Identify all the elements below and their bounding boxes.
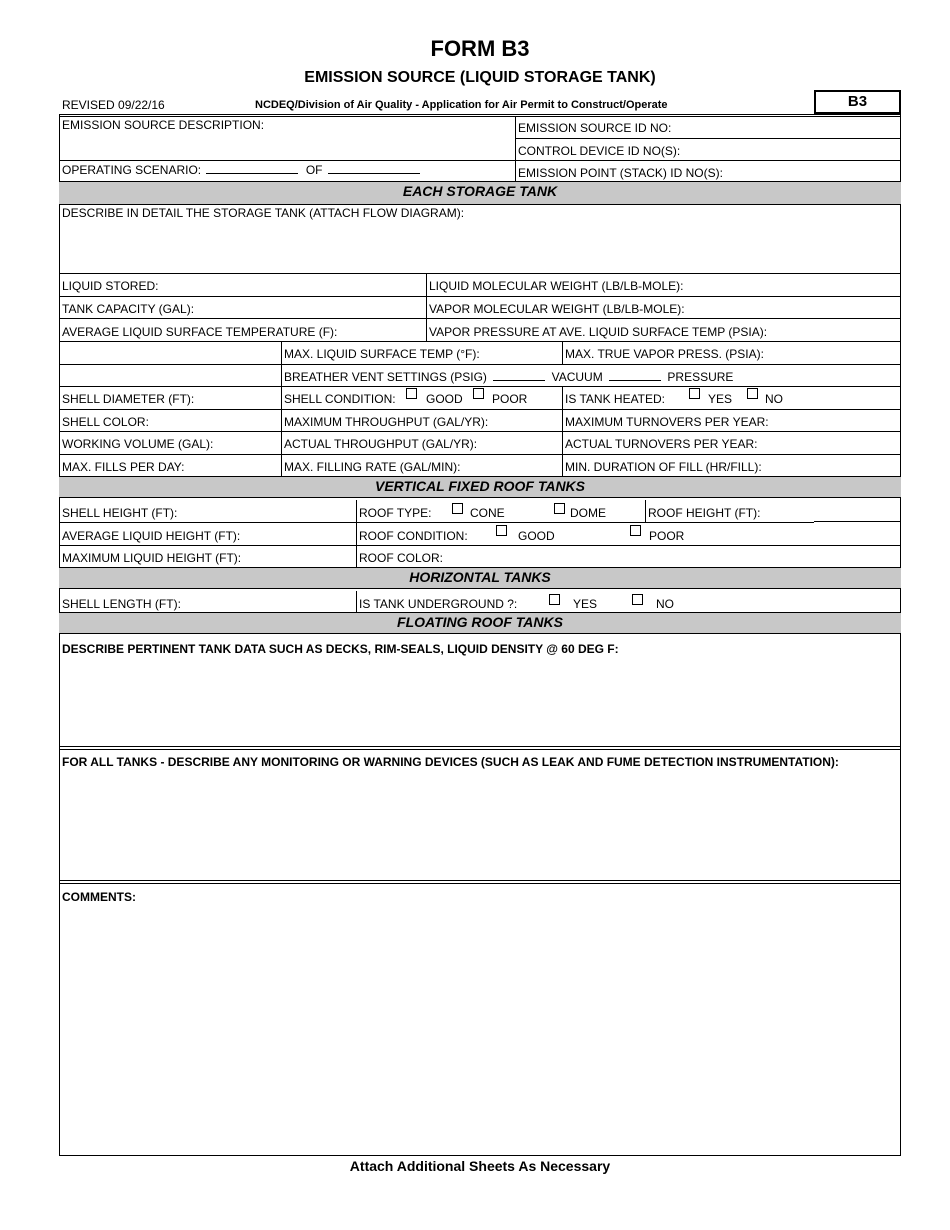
roof-condition-poor-checkbox[interactable] [630,525,641,536]
operating-scenario-blank[interactable] [206,163,298,174]
section-title: EACH STORAGE TANK [402,183,558,199]
of-label: OF [305,163,323,177]
shell-condition-good-checkbox[interactable] [406,388,417,399]
underground-yes-label: YES [573,597,598,611]
roof-type-dome-label: DOME [570,506,606,520]
vacuum-label: VACUUM [551,370,603,384]
divider [59,431,901,432]
min-duration-of-fill-label: MIN. DURATION OF FILL (HR/FILL): [565,460,762,474]
roof-color-label: ROOF COLOR: [359,551,444,565]
shell-color-label: SHELL COLOR: [62,415,149,429]
divider [515,138,901,139]
shell-condition-good-label: GOOD [426,392,463,406]
divider [59,341,901,342]
divider [356,591,357,613]
breather-vent-field[interactable] [284,370,733,384]
describe-tank-label: DESCRIBE IN DETAIL THE STORAGE TANK (ATTACH FLOW DIAGRAM): [62,206,465,220]
divider [645,500,646,522]
divider [59,386,901,387]
tank-heated-no-label: NO [765,392,783,406]
roof-height-blank[interactable] [814,521,901,522]
divider [59,545,901,546]
divider [59,749,901,750]
underground-no-checkbox[interactable] [632,594,643,605]
roof-condition-poor-label: POOR [649,529,685,543]
underground-yes-checkbox[interactable] [549,594,560,605]
tank-heated-yes-checkbox[interactable] [689,388,700,399]
working-volume-label: WORKING VOLUME (GAL): [62,437,214,451]
max-liquid-surface-temp-label: MAX. LIQUID SURFACE TEMP (°F): [284,347,480,361]
roof-condition-good-checkbox[interactable] [496,525,507,536]
vacuum-blank[interactable] [493,370,545,381]
section-title: FLOATING ROOF TANKS [397,614,563,630]
max-filling-rate-label: MAX. FILLING RATE (GAL/MIN): [284,460,461,474]
roof-condition-good-label: GOOD [518,529,555,543]
divider [59,318,901,319]
operating-scenario-label: OPERATING SCENARIO: [62,163,202,177]
divider [59,454,901,455]
tank-capacity-label: TANK CAPACITY (GAL): [62,302,195,316]
operating-scenario-field[interactable] [62,163,420,177]
average-liquid-height-label: AVERAGE LIQUID HEIGHT (FT): [62,529,241,543]
divider [562,341,563,364]
divider [59,160,901,161]
floating-roof-describe-area[interactable] [60,658,900,746]
form-title: FORM B3 [430,36,530,61]
roof-type-cone-label: CONE [470,506,505,520]
section-floating-roof-tanks [59,612,901,634]
vapor-pressure-label: VAPOR PRESSURE AT AVE. LIQUID SURFACE TEMP (PSIA): [429,325,768,339]
roof-type-label: ROOF TYPE: [359,506,432,520]
divider [59,522,814,523]
shell-diameter-label: SHELL DIAMETER (FT): [62,392,195,406]
shell-condition-poor-label: POOR [492,392,528,406]
max-true-vapor-pressure-label: MAX. TRUE VAPOR PRESS. (PSIA): [565,347,764,361]
average-liquid-temperature-label: AVERAGE LIQUID SURFACE TEMPERATURE (F): [62,325,338,339]
pressure-blank[interactable] [609,370,661,381]
divider [59,296,901,297]
roof-type-dome-checkbox[interactable] [554,503,565,514]
shell-condition-poor-checkbox[interactable] [473,388,484,399]
shell-length-label: SHELL LENGTH (FT): [62,597,181,611]
monitoring-devices-area[interactable] [60,772,900,880]
breather-vent-label: BREATHER VENT SETTINGS (PSIG) [284,370,487,384]
maximum-throughput-label: MAXIMUM THROUGHPUT (GAL/YR): [284,415,489,429]
liquid-stored-label: LIQUID STORED: [62,279,159,293]
section-title: HORIZONTAL TANKS [409,569,551,585]
divider [426,273,427,341]
divider [59,880,901,881]
divider [356,500,357,567]
monitoring-devices-label: FOR ALL TANKS - DESCRIBE ANY MONITORING OR WARNING DEVICES (SUCH AS LEAK AND FUME DETECTION INSTRUMENTATION): [62,755,839,769]
roof-condition-label: ROOF CONDITION: [359,529,468,543]
tank-heated-no-checkbox[interactable] [747,388,758,399]
agency-line: NCDEQ/Division of Air Quality - Application for Air Permit to Construct/Operate [255,99,668,111]
actual-throughput-label: ACTUAL THROUGHPUT (GAL/YR): [284,437,478,451]
emission-point-id-label: EMISSION POINT (STACK) ID NO(S): [518,166,723,180]
section-vertical-fixed-roof-tanks [59,476,901,498]
form-code: B3 [847,93,868,110]
divider [59,883,901,884]
is-tank-heated-label: IS TANK HEATED: [565,392,666,406]
divider [59,364,901,365]
floating-roof-describe-label: DESCRIBE PERTINENT TANK DATA SUCH AS DECKS, RIM-SEALS, LIQUID DENSITY @ 60 DEG F: [62,642,619,656]
divider [59,746,901,747]
roof-type-cone-checkbox[interactable] [452,503,463,514]
divider [59,409,901,410]
vapor-molecular-weight-label: VAPOR MOLECULAR WEIGHT (LB/LB-MOLE): [429,302,685,316]
roof-height-label: ROOF HEIGHT (FT): [648,506,761,520]
divider [515,116,516,181]
section-each-storage-tank [59,181,901,205]
tank-heated-yes-label: YES [708,392,733,406]
control-device-id-label: CONTROL DEVICE ID NO(S): [518,144,681,158]
frame-top-rule [59,116,901,117]
emission-source-description-label: EMISSION SOURCE DESCRIPTION: [62,118,265,132]
shell-height-label: SHELL HEIGHT (FT): [62,506,178,520]
comments-label: COMMENTS: [62,890,136,904]
section-horizontal-tanks [59,567,901,589]
actual-turnovers-label: ACTUAL TURNOVERS PER YEAR: [565,437,758,451]
footer-note: Attach Additional Sheets As Necessary [349,1158,611,1174]
pressure-label: PRESSURE [667,370,734,384]
form-subtitle: EMISSION SOURCE (LIQUID STORAGE TANK) [304,69,656,86]
is-tank-underground-label: IS TANK UNDERGROUND ?: [359,597,518,611]
shell-condition-label: SHELL CONDITION: [284,392,396,406]
divider [59,273,901,274]
comments-area[interactable] [60,906,900,1154]
operating-scenario-total-blank[interactable] [328,163,420,174]
emission-source-id-label: EMISSION SOURCE ID NO: [518,121,672,135]
section-title: VERTICAL FIXED ROOF TANKS [374,478,585,494]
form-code-box [814,90,901,114]
underground-no-label: NO [656,597,674,611]
liquid-molecular-weight-label: LIQUID MOLECULAR WEIGHT (LB/LB-MOLE): [429,279,684,293]
revised-date: REVISED 09/22/16 [62,98,165,112]
maximum-liquid-height-label: MAXIMUM LIQUID HEIGHT (FT): [62,551,242,565]
maximum-turnovers-label: MAXIMUM TURNOVERS PER YEAR: [565,415,769,429]
max-fills-per-day-label: MAX. FILLS PER DAY: [62,460,185,474]
